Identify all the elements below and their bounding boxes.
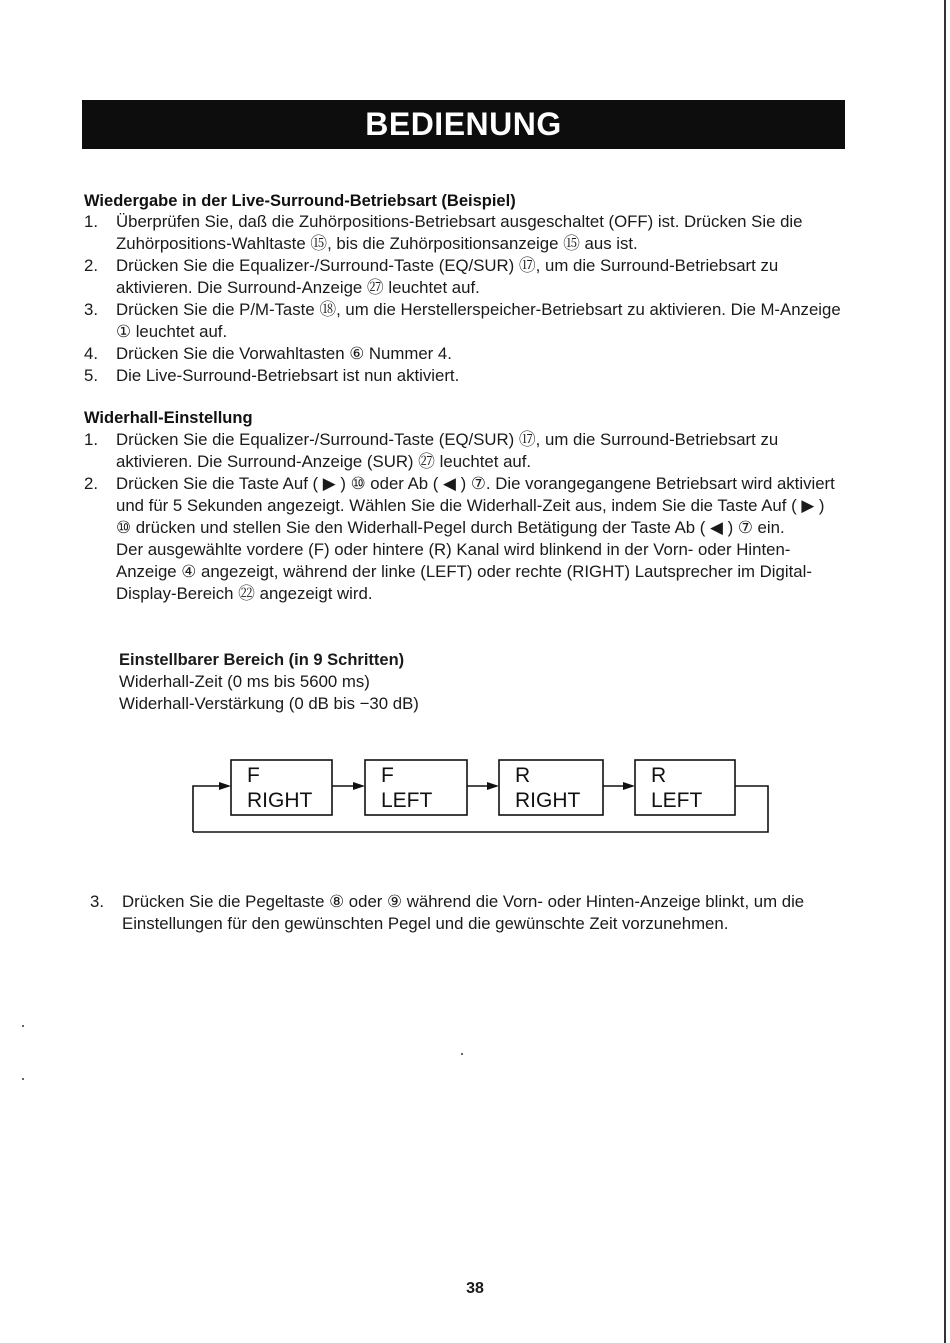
list-item (84, 255, 844, 299)
item-text: Drücken Sie die Equalizer-/Surround-Taste (EQ/SUR) ⑰, um die Surround-Betriebsart zu aktivieren. Die Surround-Anzeige ㉗ leuchtet auf. (116, 256, 779, 297)
page-number: 38 (466, 1280, 484, 1297)
channel-cycle-diagram (185, 752, 775, 836)
item-number: 1. (84, 430, 98, 449)
item-number: 5. (84, 366, 98, 385)
arrowhead (219, 782, 231, 790)
range-line: Widerhall-Zeit (0 ms bis 5600 ms) (119, 672, 370, 691)
channel-box (499, 760, 603, 815)
box-top-label: F (247, 764, 260, 787)
box-top-label: R (651, 764, 667, 787)
arrowhead (487, 782, 499, 790)
list-item (84, 211, 844, 255)
box-bottom-label: RIGHT (515, 789, 581, 812)
item-number: 3. (84, 300, 98, 319)
arrowhead (623, 782, 635, 790)
header-bar (82, 100, 845, 149)
channel-box (365, 760, 467, 815)
list-item (84, 299, 844, 343)
list-item (90, 891, 840, 935)
scan-speck (22, 1078, 24, 1080)
box-bottom-label: LEFT (381, 789, 433, 812)
item-text: Überprüfen Sie, daß die Zuhörpositions-Betriebsart ausgeschaltet (OFF) ist. Drücken Sie die Zuhörpositions-Wahltaste ⑮, bis die Zuhörpositionsanzeige ⑮ aus ist. (116, 212, 803, 253)
section-title-live-surround: Wiedergabe in der Live-Surround-Betriebsart (Beispiel) (84, 192, 516, 210)
item-number: 1. (84, 212, 98, 231)
list-item (84, 429, 844, 473)
list-paragraph (84, 539, 844, 605)
box-top-label: R (515, 764, 531, 787)
paragraph-text: Der ausgewählte vordere (F) oder hintere (R) Kanal wird blinkend in der Vorn- oder Hinten-Anzeige ④ angezeigt, während der linke (LEFT) oder rechte (RIGHT) Lautsprecher im Digital-Display-Bereich ㉒ angezeigt wird. (116, 540, 812, 603)
list-item (84, 365, 844, 387)
item-text: Die Live-Surround-Betriebsart ist nun aktiviert. (116, 366, 460, 385)
item-text: Drücken Sie die Equalizer-/Surround-Taste (EQ/SUR) ⑰, um die Surround-Betriebsart zu aktivieren. Die Surround-Anzeige (SUR) ㉗ leuchtet auf. (116, 430, 779, 471)
list-item (84, 473, 844, 539)
item-number: 4. (84, 344, 98, 363)
list-reverb-continued (90, 891, 840, 935)
loop-return-line (193, 786, 219, 832)
item-text: Drücken Sie die Pegeltaste ⑧ oder ⑨ während die Vorn- oder Hinten-Anzeige blinkt, um die Einstellungen für den gewünschten Pegel und die gewünschte Zeit vorzunehmen. (122, 892, 805, 933)
range-title: Einstellbarer Bereich (in 9 Schritten) (119, 651, 405, 669)
channel-box (231, 760, 332, 815)
item-number: 2. (84, 474, 98, 493)
scan-speck (22, 1025, 24, 1027)
item-text: Drücken Sie die Taste Auf ( ▶ ) ⑩ oder Ab ( ◀ ) ⑦. Die vorangegangene Betriebsart wird aktiviert und für 5 Sekunden angezeigt. Wählen Sie die Widerhall-Zeit aus, indem Sie die Taste Auf ( ▶ ) ⑩ drücken und stellen Sie den Widerhall-Pegel durch Betätigung der Taste Ab ( ◀ ) ⑦ ein. (116, 474, 835, 537)
list-live-surround (84, 211, 844, 387)
channel-box (635, 760, 735, 815)
page-title: BEDIENUNG (357, 106, 570, 143)
scan-speck (461, 1053, 463, 1055)
section-title-reverb: Widerhall-Einstellung (84, 409, 253, 427)
box-bottom-label: LEFT (651, 789, 703, 812)
list-item (84, 343, 844, 365)
item-number: 3. (90, 892, 104, 911)
item-number: 2. (84, 256, 98, 275)
item-text: Drücken Sie die Vorwahltasten ⑥ Nummer 4. (116, 344, 452, 363)
range-block (119, 649, 839, 715)
box-top-label: F (381, 764, 394, 787)
range-line: Widerhall-Verstärkung (0 dB bis −30 dB) (119, 694, 419, 713)
page-edge-line (944, 0, 946, 1343)
arrowhead (353, 782, 365, 790)
box-bottom-label: RIGHT (247, 789, 313, 812)
item-text: Drücken Sie die P/M-Taste ⑱, um die Herstellerspeicher-Betriebsart zu aktivieren. Die M-Anzeige ① leuchtet auf. (116, 300, 841, 341)
list-reverb (84, 429, 844, 605)
